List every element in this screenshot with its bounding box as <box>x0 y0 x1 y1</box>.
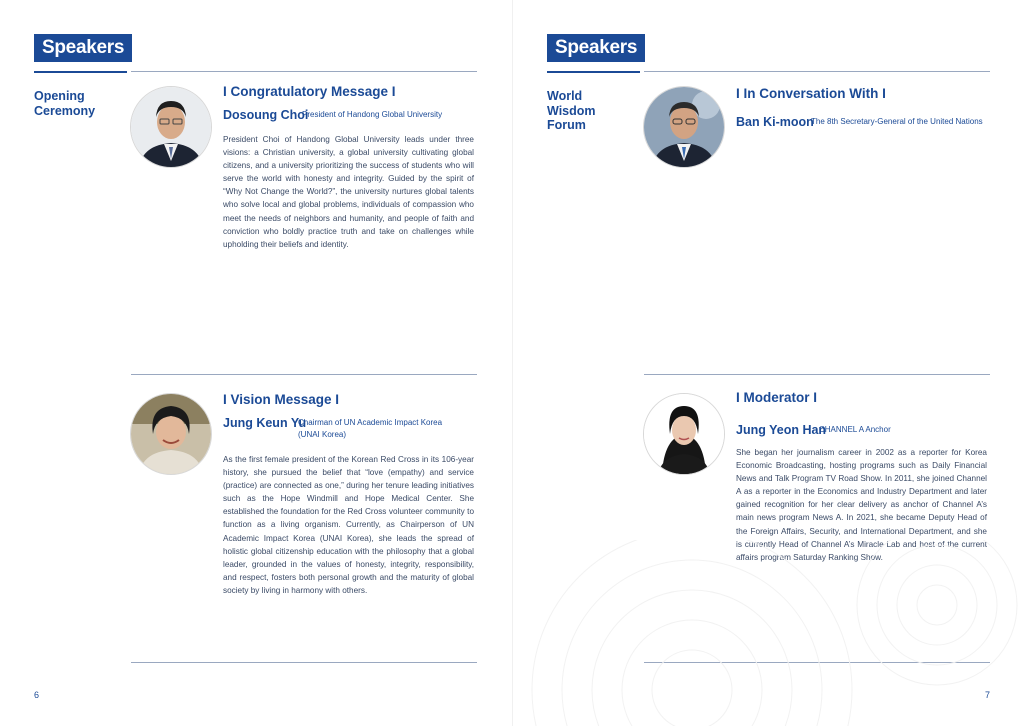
decorative-circles <box>512 540 1024 726</box>
middle-rule <box>644 374 990 375</box>
top-rule <box>644 71 990 72</box>
speaker-bio: She began her journalism career in 2002 as a reporter for Korea Economic Broadcasting, hosting programs such as Daily Financial News and Talk Program TV Road Show. In 2011, she joined Channel A as a reporter in the Economics and Industry Department and later gained recognition for her clear delivery as anchor of Channel A’s main news program News A. In 2021, she became Deputy Head of the Foreign Affairs, Security, and International Department, and she is currently Head of Channel A’s Miracle Lab and host of the current affairs program Saturday Ranking Show. <box>736 448 987 562</box>
speaker-photo-jung-yeon-han <box>643 393 725 475</box>
page-number: 7 <box>985 690 991 700</box>
speaker-role: Chairman of UN Academic Impact Korea (UNAI Korea) <box>298 418 443 439</box>
entry-title-conversation: I In Conversation With I <box>736 86 886 101</box>
top-rule <box>131 71 477 72</box>
speaker-photo-ban-ki-moon <box>643 86 725 168</box>
speakers-header: Speakers <box>34 34 132 62</box>
speaker-role: The 8th Secretary-General of the United Nations <box>811 117 983 126</box>
speaker-name: Dosoung Choi <box>223 108 309 122</box>
entry-title-vision: I Vision Message I <box>223 392 340 407</box>
speaker-bio: As the first female president of the Korean Red Cross in its 106-year history, she pursued the belief that “love (empathy) and service (practice) are connected as one,” during her tenure leading initiatives such as the Hope Windmill and Hope Medical Center. She established the foundation for the Red Cross volunteer community to function as a living organism. Currently, as Chairperson of UN Academic Impact Korea (UNAI Korea), she leads the spread of holistic global citizenship education with the philosophy that a global leader, grounded in the values of honesty, integrity, responsibility, and respect, fosters both personal growth and the maturity of global society by living in harmony with others. <box>223 455 474 595</box>
entry-title-moderator: I Moderator I <box>736 390 818 405</box>
speakers-header: Speakers <box>547 34 645 62</box>
speaker-name: Jung Yeon Han <box>736 423 827 437</box>
speaker-photo-dosoung-choi <box>130 86 212 168</box>
middle-rule <box>131 374 477 375</box>
section-label-world-wisdom-forum: World Wisdom Forum <box>547 89 596 132</box>
speaker-name: Ban Ki-moon <box>736 115 814 129</box>
speaker-name: Jung Keun Yu <box>223 416 307 430</box>
speaker-photo-jung-keun-yu <box>130 393 212 475</box>
header-underline <box>547 71 640 73</box>
speaker-bio: President Choi of Handong Global University leads under three visions: a Christian university, a global university cultivating global citizens, and a university prioritizing the success of students who will serve the world with honesty and integrity. Guided by the spirit of “Why Not Change the World?”, the university nurtures global talents who solve local and global problems, individuals of compassion who meet the needs of neighbors and humanity, and people of faith and conviction who boldly practice truth and take on challenges while upholding their beliefs and identity. <box>223 135 474 249</box>
speaker-role: CHANNEL A Anchor <box>819 425 891 434</box>
bottom-rule <box>131 662 477 663</box>
section-label-opening-ceremony: Opening Ceremony <box>34 89 96 118</box>
entry-title-congratulatory: I Congratulatory Message I <box>223 84 396 99</box>
speaker-role: President of Handong Global University <box>302 110 443 119</box>
header-underline <box>34 71 127 73</box>
page-number: 6 <box>34 690 40 700</box>
